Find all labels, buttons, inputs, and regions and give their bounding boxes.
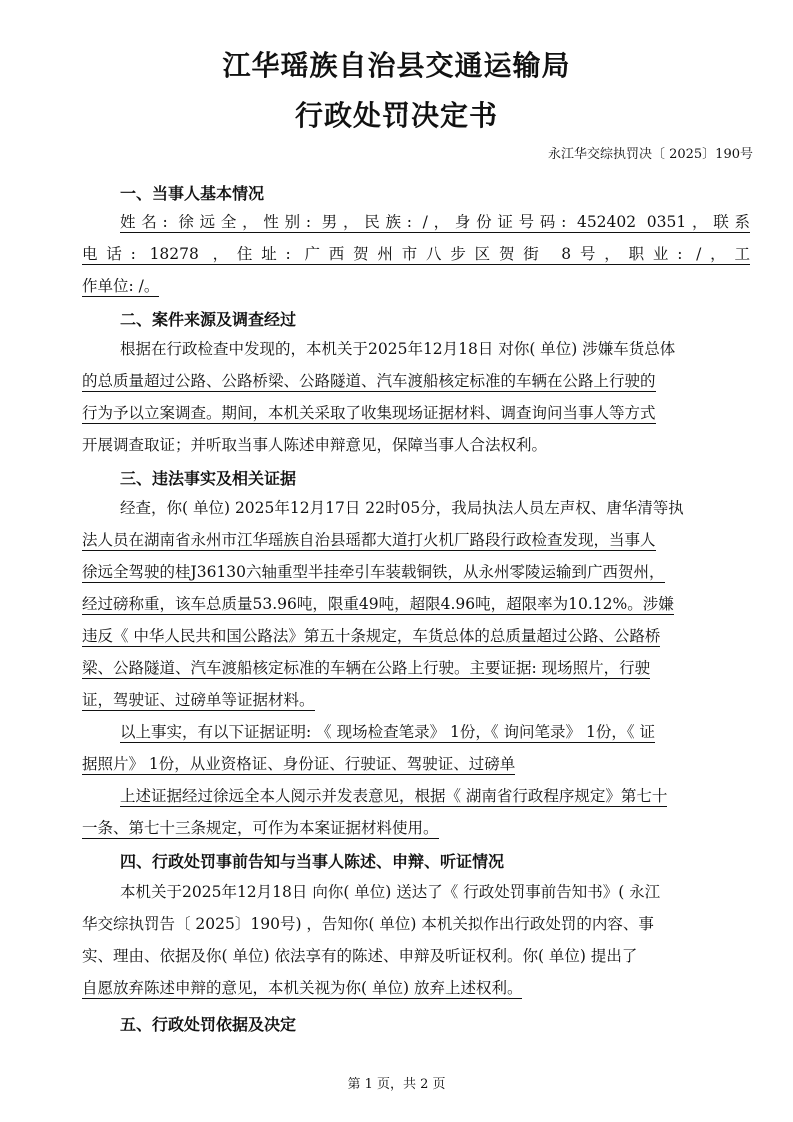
section-3-line: 梁、公路隧道、汽车渡船核定标准的车辆在公路上行驶。主要证据: 现场照片，行驶: [82, 659, 651, 677]
issuer-title: 江华瑶族自治县交通运输局: [222, 49, 571, 82]
section-3-line: 经查，你( 单位) 2025年12月17日 22时05分，我局执法人员左声权、唐华清等执: [120, 499, 684, 517]
section-4-line: 本机关于2025年12月18日 向你( 单位) 送达了《 行政处罚事前告知书》( 永江: [120, 883, 661, 901]
section-2-line: 行为予以立案调查。期间，本机关采取了收集现场证据材料、调查询问当事人等方式: [82, 404, 656, 422]
evidence-line: 以上事实，有以下证据证明: 《 现场检查笔录》 1份，《 询问笔录》 1份，《 证: [120, 723, 656, 741]
page-footer: 第 1 页，共 2 页: [347, 1077, 446, 1092]
evidence-line: 据照片》 1份，从业资格证、身份证、行驶证、驾驶证、过磅单: [82, 755, 516, 773]
section-4-heading: 四、行政处罚事前告知与当事人陈述、申辩、听证情况: [120, 852, 505, 871]
section-4-line: 自愿放弃陈述申辩的意见，本机关视为你( 单位) 放弃上述权利。: [82, 979, 523, 997]
section-4-line: 实、理由、依据及你( 单位) 依法享有的陈述、申辩及听证权利。你( 单位) 提出了: [82, 947, 638, 965]
section-3-line: 徐远全驾驶的桂J36130六轴重型半挂牵引车装载铜铁，从永州零陵运输到广西贺州，: [82, 563, 665, 581]
section-3-line: 法人员在湖南省永州市江华瑶族自治县瑶都大道打火机厂路段行政检查发现，当事人: [82, 531, 656, 549]
evidence-line: 上述证据经过徐远全本人阅示并发表意见，根据《 湖南省行政程序规定》第七十: [120, 787, 668, 805]
section-2-line: 根据在行政检查中发现的，本机关于2025年12月18日 对你( 单位) 涉嫌车货总体: [120, 340, 676, 358]
section-4-line: 华交综执罚告〔 2025〕190号) ，告知你( 单位) 本机关拟作出行政处罚的内容、事: [82, 915, 654, 933]
section-2-line: 的总质量超过公路、公路桥梁、公路隧道、汽车渡船核定标准的车辆在公路上行驶的: [82, 372, 656, 390]
document-number: 永江华交综执罚决〔 2025〕190号: [547, 147, 753, 162]
section-2-heading: 二、案件来源及调查经过: [120, 310, 297, 329]
section-1-heading: 一、当事人基本情况: [120, 184, 265, 203]
section-1-line: 姓名: 徐远全，性别: 男，民族: /，身份证号码: 452402 0351，联系: [120, 213, 750, 231]
section-1-line: 电话: 18278 ，住址: 广西贺州市八步区贺街 8号，职业: /，工: [82, 245, 750, 263]
section-3-heading: 三、违法事实及相关证据: [120, 469, 297, 488]
evidence-line: 一条、第七十三条规定，可作为本案证据材料使用。: [82, 819, 439, 837]
section-1-line: 作单位: /。: [82, 277, 160, 295]
document-title: 行政处罚决定书: [294, 99, 498, 132]
section-3-line: 证，驾驶证、过磅单等证据材料。: [82, 691, 315, 709]
section-5-heading: 五、行政处罚依据及决定: [120, 1015, 297, 1034]
section-3-line: 经过磅称重，该车总质量53.96吨，限重49吨，超限4.96吨，超限率为10.12%。涉嫌: [82, 595, 674, 613]
section-3-line: 违反《 中华人民共和国公路法》第五十条规定，车货总体的总质量超过公路、公路桥: [82, 627, 661, 645]
section-2-line: 开展调查取证；并听取当事人陈述申辩意见，保障当事人合法权利。: [82, 436, 548, 454]
